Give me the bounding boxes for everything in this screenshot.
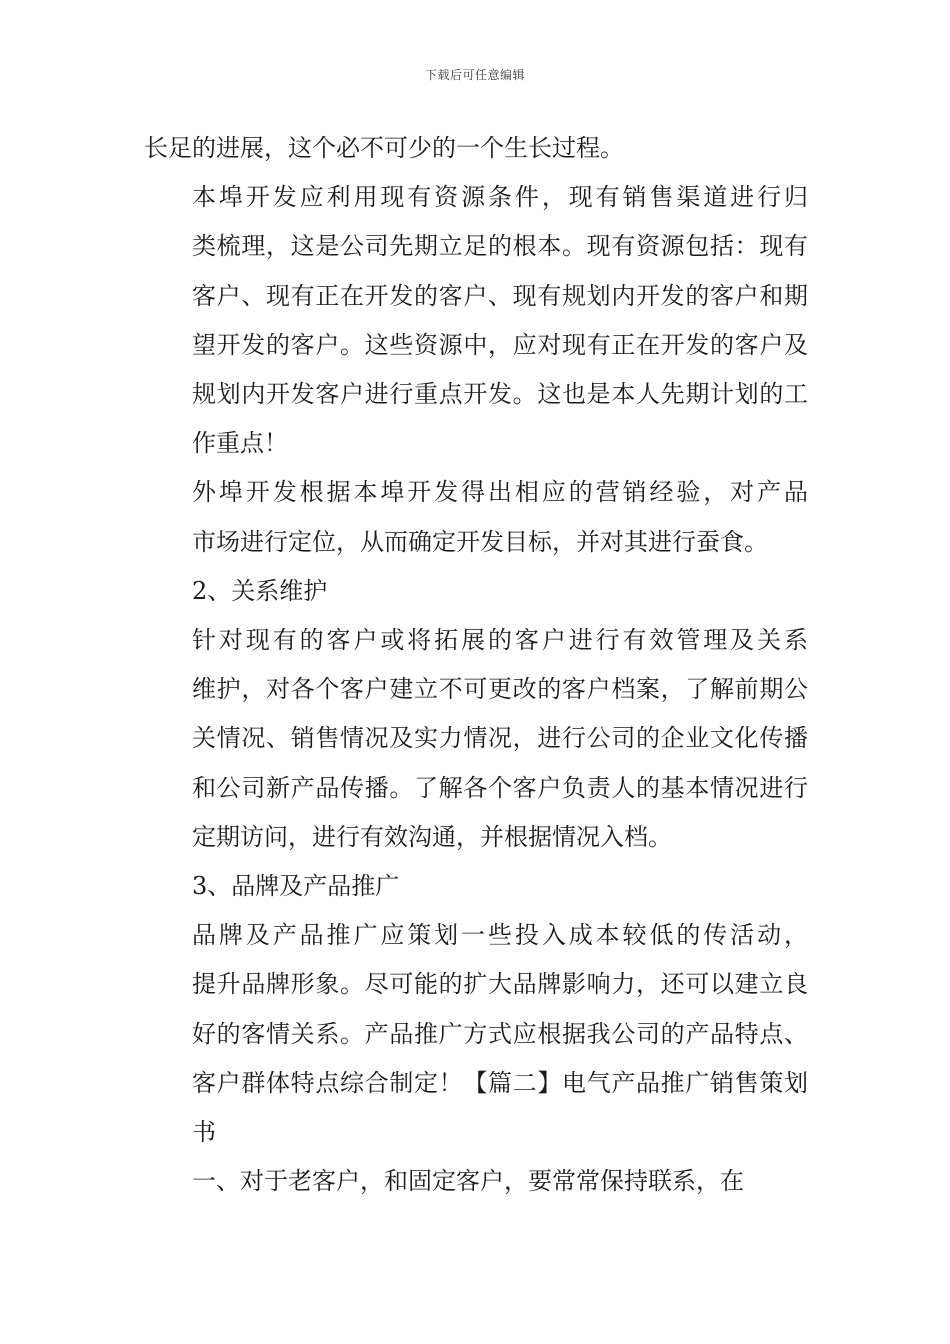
text-line: 品牌及产品推广应策划一些投入成本较低的传活动， bbox=[192, 921, 808, 950]
document-body bbox=[144, 124, 808, 1206]
text-line: 市场进行定位，从而确定开发目标，并对其进行蚕食。 bbox=[192, 527, 768, 556]
text-line: 规划内开发客户进行重点开发。这也是本人先期计划的工 bbox=[192, 380, 808, 409]
text-line: 定期访问，进行有效沟通，并根据情况入档。 bbox=[192, 822, 672, 851]
text-line: 作重点！ bbox=[192, 429, 288, 458]
text-line: 外埠开发根据本埠开发得出相应的营销经验，对产品 bbox=[192, 478, 808, 507]
text-line: 望开发的客户。这些资源中，应对现有正在开发的客户及 bbox=[192, 330, 808, 359]
text-line: 关情况、销售情况及实力情况，进行公司的企业文化传播 bbox=[192, 724, 808, 753]
paragraph bbox=[144, 911, 808, 1157]
text-line: 2、关系维护 bbox=[192, 576, 328, 605]
page-header: 下载后可任意编辑 bbox=[424, 68, 525, 82]
text-line: 本埠开发应利用现有资源条件，现有销售渠道进行归 bbox=[192, 183, 808, 212]
text-line: 客户、现有正在开发的客户、现有规划内开发的客户和期 bbox=[192, 281, 808, 310]
text-line: 针对现有的客户或将拓展的客户进行有效管理及关系 bbox=[192, 626, 808, 655]
text-line: 类梳理，这是公司先期立足的根本。现有资源包括：现有 bbox=[192, 232, 808, 261]
text-line: 长足的进展，这个必不可少的一个生长过程。 bbox=[144, 134, 624, 162]
text-line: 书 bbox=[192, 1118, 216, 1147]
text-line: 3、品牌及产品推广 bbox=[192, 872, 400, 901]
paragraph bbox=[144, 468, 808, 566]
paragraph bbox=[144, 124, 808, 173]
text-line: 和公司新产品传播。了解各个客户负责人的基本情况进行 bbox=[192, 773, 808, 802]
text-line: 一、对于老客户，和固定客户，要常常保持联系，在 bbox=[192, 1167, 744, 1196]
text-line: 维护，对各个客户建立不可更改的客户档案，了解前期公 bbox=[192, 675, 808, 704]
paragraph bbox=[144, 173, 808, 468]
text-line: 客户群体特点综合制定！【篇二】电气产品推广销售策划 bbox=[192, 1068, 808, 1097]
paragraph bbox=[144, 1157, 808, 1206]
paragraph bbox=[144, 567, 808, 616]
paragraph bbox=[144, 616, 808, 862]
text-line: 好的客情关系。产品推广方式应根据我公司的产品特点、 bbox=[192, 1019, 808, 1048]
paragraph bbox=[144, 862, 808, 911]
text-line: 提升品牌形象。尽可能的扩大品牌影响力，还可以建立良 bbox=[192, 970, 808, 999]
